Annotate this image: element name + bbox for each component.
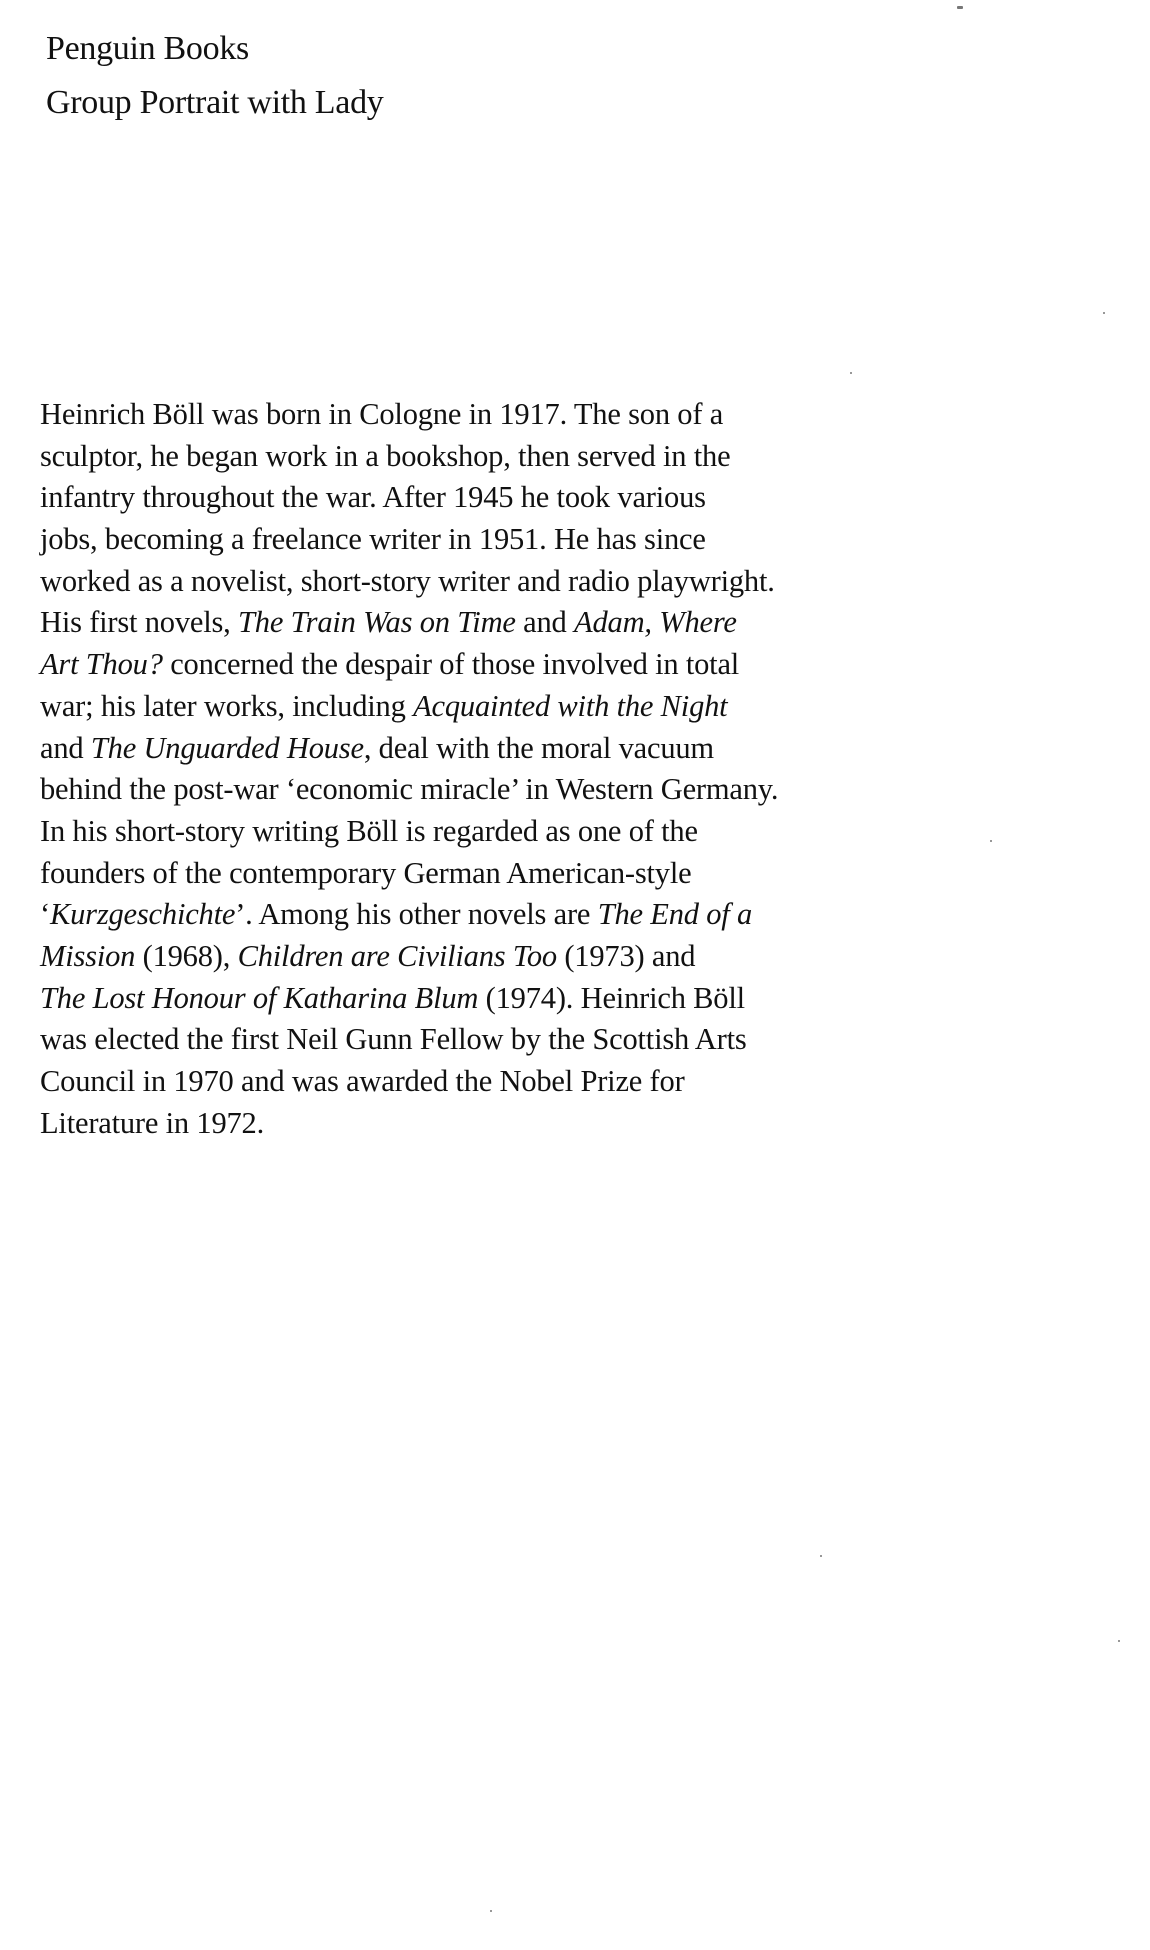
- bio-line: [40, 644, 940, 686]
- bio-line: [40, 978, 940, 1020]
- bio-italic-text: Kurzgeschichte: [49, 897, 236, 932]
- bio-text: and: [515, 605, 575, 640]
- scan-speck: [850, 372, 852, 374]
- bio-text: worked as a novelist, short-story writer and radio playwright.: [40, 563, 775, 598]
- scan-speck: [820, 1555, 822, 1557]
- bio-line: [40, 936, 940, 978]
- publisher-name: Penguin Books: [46, 30, 249, 67]
- bio-line: [40, 1103, 940, 1145]
- bio-text: ‘: [40, 897, 50, 932]
- bio-text: behind the post-war ‘economic miracle’ in Western Germany.: [40, 772, 779, 807]
- bio-text: Literature in 1972.: [40, 1105, 265, 1140]
- bio-line: [40, 1061, 940, 1103]
- bio-text: , deal with the moral vacuum: [363, 730, 714, 765]
- bio-line: [40, 894, 940, 936]
- bio-text: concerned the despair of those involved in total: [162, 647, 740, 682]
- bio-text: (1968),: [135, 938, 238, 973]
- bio-text: infantry throughout the war. After 1945 he took various: [40, 480, 706, 515]
- author-biography: [40, 394, 940, 1144]
- page-header: [46, 22, 383, 130]
- scan-speck: [1103, 312, 1105, 314]
- bio-line: [40, 519, 940, 561]
- scan-speck: [1118, 1640, 1120, 1642]
- scan-speck: [957, 6, 963, 9]
- bio-italic-text: Children are Civilians Too: [237, 938, 557, 973]
- bio-text: (1973) and: [556, 938, 696, 973]
- bio-italic-text: Art Thou?: [40, 647, 163, 682]
- scan-speck: [990, 840, 992, 842]
- bio-text: was elected the first Neil Gunn Fellow by the Scottish Arts: [40, 1022, 747, 1057]
- bio-line: [40, 686, 940, 728]
- bio-italic-text: Adam, Where: [574, 605, 737, 640]
- bio-italic-text: The End of a: [597, 897, 753, 932]
- bio-italic-text: The Unguarded House: [90, 730, 364, 765]
- bio-text: Heinrich Böll was born in Cologne in 1917. The son of a: [40, 397, 724, 431]
- bio-text: ’. Among his other novels are: [235, 897, 598, 932]
- scan-speck: [490, 1910, 492, 1912]
- bio-italic-text: Mission: [40, 938, 136, 973]
- bio-text: Council in 1970 and was awarded the Nobel Prize for: [40, 1064, 685, 1098]
- bio-line: [40, 477, 940, 519]
- bio-text: jobs, becoming a freelance writer in 1951. He has since: [40, 522, 706, 557]
- bio-line: [40, 602, 940, 644]
- book-title: Group Portrait with Lady: [46, 84, 384, 121]
- bio-italic-text: The Train Was on Time: [238, 605, 516, 640]
- bio-text: and: [40, 730, 91, 765]
- bio-line: [40, 853, 940, 895]
- bio-italic-text: The Lost Honour of Katharina Blum: [40, 980, 479, 1015]
- bio-line: [40, 769, 940, 811]
- bio-text: sculptor, he began work in a bookshop, then served in the: [40, 438, 731, 473]
- bio-text: war; his later works, including: [40, 688, 414, 723]
- bio-text: In his short-story writing Böll is regarded as one of the: [40, 813, 698, 848]
- bio-text: (1974). Heinrich Böll: [478, 980, 745, 1015]
- bio-text: His first novels,: [40, 605, 239, 640]
- bio-line: [40, 811, 940, 853]
- bio-line: [40, 561, 940, 603]
- bio-text: founders of the contemporary German American-style: [40, 855, 692, 890]
- bio-line: [40, 1019, 940, 1061]
- bio-line: [40, 728, 940, 770]
- bio-italic-text: Acquainted with the Night: [413, 688, 728, 723]
- bio-line: [40, 436, 940, 478]
- bio-line: [40, 394, 940, 436]
